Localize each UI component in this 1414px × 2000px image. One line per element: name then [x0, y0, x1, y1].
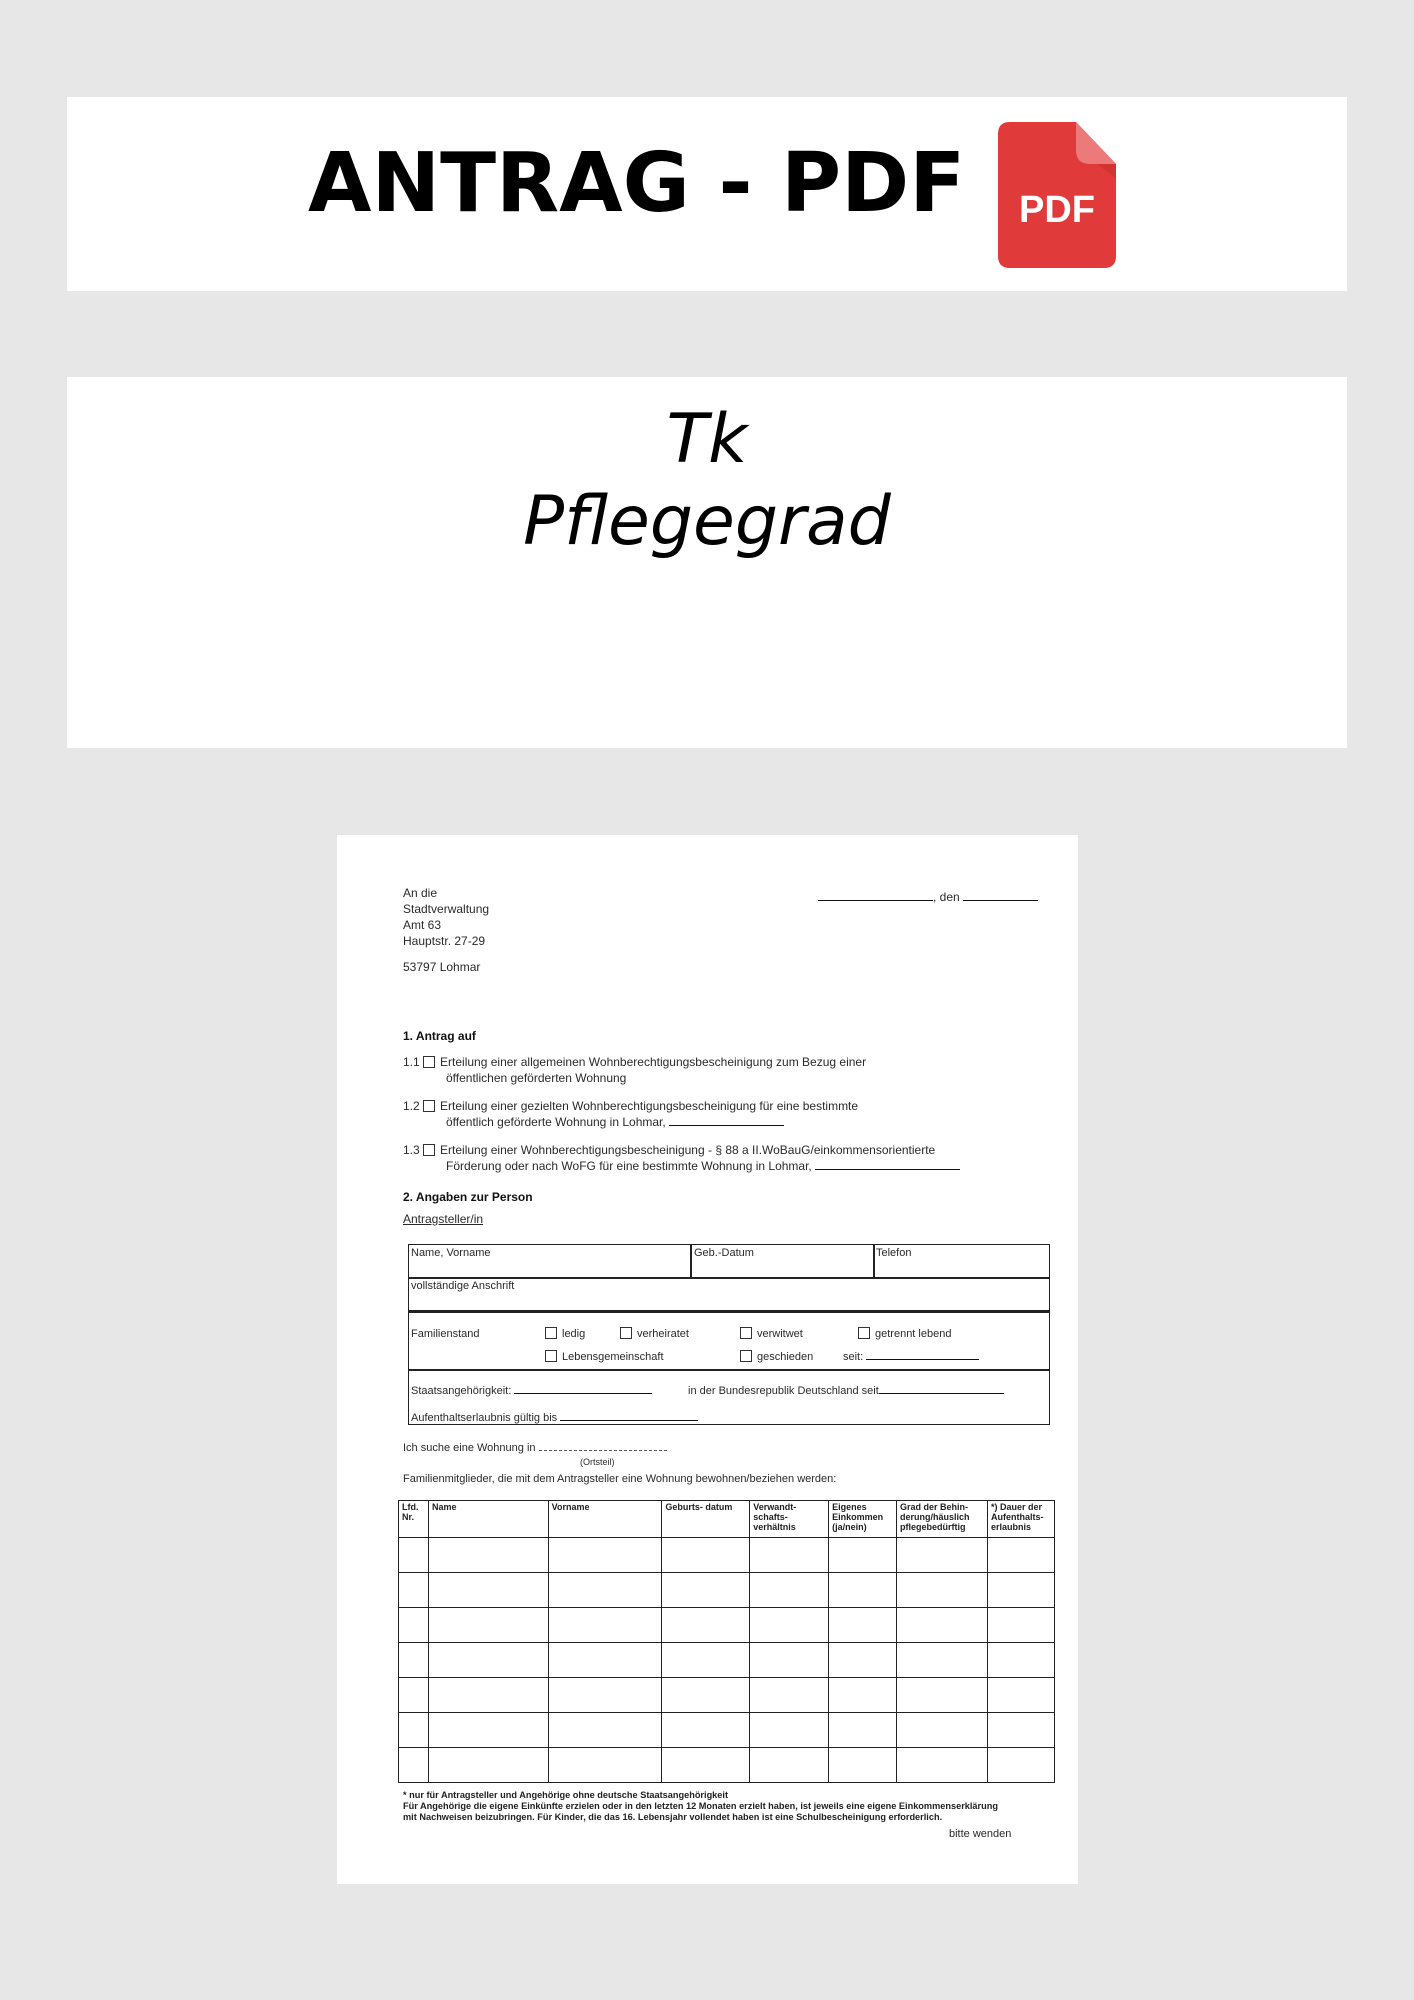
table-cell[interactable] [548, 1748, 662, 1783]
place-blank[interactable] [818, 890, 933, 901]
in-germany-since-label: in der Bundesrepublik Deutschland seit [688, 1385, 879, 1397]
option-text: öffentlich geförderte Wohnung in Lohmar, [446, 1115, 666, 1129]
option-verwitwet [740, 1326, 803, 1342]
table-cell[interactable] [897, 1713, 988, 1748]
option-ledig [545, 1326, 585, 1342]
divider [408, 1369, 1050, 1371]
option-label: Lebensgemeinschaft [562, 1351, 664, 1363]
option-1-2 [403, 1098, 858, 1130]
table-cell[interactable] [428, 1713, 548, 1748]
table-cell[interactable] [428, 1678, 548, 1713]
nationality-label: Staatsangehörigkeit: [411, 1385, 512, 1397]
section-1-heading: 1. Antrag auf [403, 1029, 476, 1043]
table-header-row [399, 1501, 1055, 1538]
family-intro: Familienmitglieder, die mit dem Antragsteller eine Wohnung bewohnen/beziehen werden: [403, 1473, 837, 1485]
option-label: getrennt lebend [875, 1328, 952, 1340]
table-row [399, 1538, 1055, 1573]
table-cell[interactable] [987, 1748, 1054, 1783]
col-vorname: Vorname [548, 1501, 662, 1538]
table-cell[interactable] [399, 1713, 429, 1748]
option-verheiratet [620, 1326, 689, 1342]
option-number: 1.2 [403, 1099, 420, 1113]
option-text: Erteilung einer gezielten Wohnberechtigungsbescheinigung für eine bestimmte [440, 1099, 859, 1113]
table-cell[interactable] [897, 1643, 988, 1678]
table-cell[interactable] [829, 1538, 897, 1573]
option-getrennt [858, 1326, 951, 1342]
table-row [399, 1643, 1055, 1678]
option-text: Förderung oder nach WoFG für eine bestimmte Wohnung in Lohmar, [446, 1159, 812, 1173]
table-row [399, 1608, 1055, 1643]
since-label: seit: [843, 1351, 864, 1363]
table-row [399, 1573, 1055, 1608]
option-label: verwitwet [757, 1328, 803, 1340]
table-cell[interactable] [829, 1573, 897, 1608]
table-cell[interactable] [399, 1538, 429, 1573]
table-cell[interactable] [897, 1573, 988, 1608]
table-cell[interactable] [662, 1538, 750, 1573]
applicant-subheading: Antragsteller/in [403, 1212, 484, 1226]
table-cell[interactable] [897, 1538, 988, 1573]
district-sublabel: (Ortsteil) [580, 1457, 615, 1467]
apartment-blank-1-2[interactable] [669, 1115, 784, 1126]
option-1-1 [403, 1054, 866, 1086]
address-block [403, 885, 489, 975]
option-geschieden [740, 1349, 813, 1365]
table-cell[interactable] [428, 1748, 548, 1783]
table-row [399, 1713, 1055, 1748]
table-cell[interactable] [829, 1748, 897, 1783]
table-cell[interactable] [987, 1573, 1054, 1608]
table-cell[interactable] [548, 1713, 662, 1748]
turn-page-note: bitte wenden [949, 1828, 1012, 1840]
table-cell[interactable] [987, 1608, 1054, 1643]
search-location-blank[interactable] [539, 1440, 667, 1451]
option-text: Erteilung einer Wohnberechtigungsbescheinigung - § 88 a II.WoBauG/einkommensorientierte [440, 1143, 936, 1157]
col-geburtsdatum: Geburts- datum [662, 1501, 750, 1538]
table-cell[interactable] [399, 1573, 429, 1608]
option-lebensgemeinschaft [545, 1349, 664, 1365]
marital-status-label: Familienstand [411, 1328, 480, 1340]
option-label: ledig [562, 1328, 586, 1340]
table-cell[interactable] [750, 1678, 829, 1713]
subtitle-line-1: Tk [666, 400, 748, 479]
pdf-file-icon [998, 122, 1116, 268]
since-field [843, 1349, 979, 1365]
divider [408, 1310, 1050, 1313]
col-lfd-nr: Lfd. Nr. [399, 1501, 429, 1538]
table-row [399, 1748, 1055, 1783]
col-behinderung: Grad der Behin- derung/häuslich pflegebedürftig [897, 1501, 988, 1538]
in-germany-since-blank[interactable] [879, 1383, 1004, 1394]
checkbox-ledig[interactable] [545, 1327, 557, 1339]
option-text: öffentlichen geförderten Wohnung [446, 1071, 627, 1085]
table-cell[interactable] [662, 1643, 750, 1678]
option-1-3 [403, 1142, 960, 1174]
table-cell[interactable] [987, 1643, 1054, 1678]
option-label: verheiratet [637, 1328, 689, 1340]
svg-text:PDF: PDF [1019, 189, 1095, 231]
residence-permit-label: Aufenthaltserlaubnis gültig bis [411, 1412, 558, 1424]
option-label: geschieden [757, 1351, 814, 1363]
table-cell[interactable] [399, 1748, 429, 1783]
apartment-blank-1-3[interactable] [815, 1159, 960, 1170]
nationality-blank[interactable] [514, 1383, 652, 1394]
table-cell[interactable] [548, 1608, 662, 1643]
address-field-label[interactable]: vollständige Anschrift [411, 1280, 515, 1292]
option-number: 1.3 [403, 1143, 420, 1157]
table-cell[interactable] [399, 1678, 429, 1713]
address-line: An die [403, 886, 438, 900]
table-cell[interactable] [662, 1573, 750, 1608]
table-cell[interactable] [750, 1643, 829, 1678]
table-cell[interactable] [662, 1678, 750, 1713]
date-blank[interactable] [963, 890, 1038, 901]
footnote-line: mit Nachweisen beizubringen. Für Kinder, die das 16. Lebensjahr vollendet haben ist eine Schulbescheinigung erforderlich. [403, 1812, 943, 1822]
address-line: Stadtverwaltung [403, 902, 490, 916]
checkbox-1-3[interactable] [423, 1144, 435, 1156]
divider [873, 1244, 875, 1278]
table-cell[interactable] [548, 1643, 662, 1678]
table-cell[interactable] [428, 1608, 548, 1643]
checkbox-getrennt-lebend[interactable] [858, 1327, 870, 1339]
family-members-table [398, 1500, 1055, 1783]
name-field-label[interactable]: Name, Vorname [411, 1247, 491, 1259]
table-cell[interactable] [662, 1748, 750, 1783]
table-cell[interactable] [829, 1608, 897, 1643]
table-cell[interactable] [829, 1678, 897, 1713]
table-cell[interactable] [548, 1678, 662, 1713]
table-cell[interactable] [897, 1608, 988, 1643]
place-date-line [818, 889, 1038, 905]
table-cell[interactable] [987, 1538, 1054, 1573]
table-cell[interactable] [829, 1643, 897, 1678]
address-line: 53797 Lohmar [403, 960, 481, 974]
option-number: 1.1 [403, 1055, 420, 1069]
table-cell[interactable] [987, 1713, 1054, 1748]
table-cell[interactable] [428, 1538, 548, 1573]
search-location-field [403, 1440, 667, 1456]
col-einkommen: Eigenes Einkommen (ja/nein) [829, 1501, 897, 1538]
table-row [399, 1678, 1055, 1713]
table-cell[interactable] [750, 1538, 829, 1573]
section-2-heading: 2. Angaben zur Person [403, 1190, 533, 1204]
phone-field-label[interactable]: Telefon [876, 1247, 912, 1259]
since-blank[interactable] [866, 1349, 979, 1360]
table-cell[interactable] [399, 1608, 429, 1643]
footnotes [403, 1790, 998, 1823]
table-cell[interactable] [399, 1643, 429, 1678]
table-cell[interactable] [987, 1678, 1054, 1713]
address-line: Hauptstr. 27-29 [403, 934, 486, 948]
checkbox-lebensgemeinschaft[interactable] [545, 1350, 557, 1362]
residence-permit-field [411, 1410, 698, 1426]
address-line: Amt 63 [403, 918, 442, 932]
table-cell[interactable] [428, 1573, 548, 1608]
residence-permit-blank[interactable] [560, 1410, 698, 1421]
table-cell[interactable] [662, 1713, 750, 1748]
table-cell[interactable] [750, 1713, 829, 1748]
search-location-label: Ich suche eine Wohnung in [403, 1442, 536, 1454]
table-cell[interactable] [750, 1608, 829, 1643]
table-cell[interactable] [428, 1643, 548, 1678]
page-title: ANTRAG - PDF [308, 136, 966, 231]
table-cell[interactable] [662, 1608, 750, 1643]
checkbox-1-2[interactable] [423, 1100, 435, 1112]
in-germany-since-field [688, 1383, 1004, 1399]
birthdate-field-label[interactable]: Geb.-Datum [694, 1247, 754, 1259]
divider [690, 1244, 692, 1278]
footnote-line: * nur für Antragsteller und Angehörige ohne deutsche Staatsangehörigkeit [403, 1790, 729, 1800]
table-cell[interactable] [548, 1538, 662, 1573]
checkbox-1-1[interactable] [423, 1056, 435, 1068]
divider [408, 1277, 1050, 1279]
table-cell[interactable] [897, 1748, 988, 1783]
checkbox-verwitwet[interactable] [740, 1327, 752, 1339]
date-label: , den [933, 890, 960, 904]
nationality-field [411, 1383, 652, 1399]
table-cell[interactable] [750, 1748, 829, 1783]
table-cell[interactable] [897, 1678, 988, 1713]
col-aufenthalt: *) Dauer der Aufenthalts- erlaubnis [987, 1501, 1054, 1538]
checkbox-verheiratet[interactable] [620, 1327, 632, 1339]
option-text: Erteilung einer allgemeinen Wohnberechtigungsbescheinigung zum Bezug einer [440, 1055, 867, 1069]
col-name: Name [428, 1501, 548, 1538]
col-verwandtschaft: Verwandt- schafts- verhältnis [750, 1501, 829, 1538]
table-cell[interactable] [829, 1713, 897, 1748]
table-cell[interactable] [548, 1573, 662, 1608]
table-cell[interactable] [750, 1573, 829, 1608]
checkbox-geschieden[interactable] [740, 1350, 752, 1362]
subtitle-line-2: Pflegegrad [523, 482, 891, 561]
footnote-line: Für Angehörige die eigene Einkünfte erzielen oder in den letzten 12 Monaten erzielt haben, ist jeweils eine eigene Einkommenserklärung [403, 1801, 998, 1811]
